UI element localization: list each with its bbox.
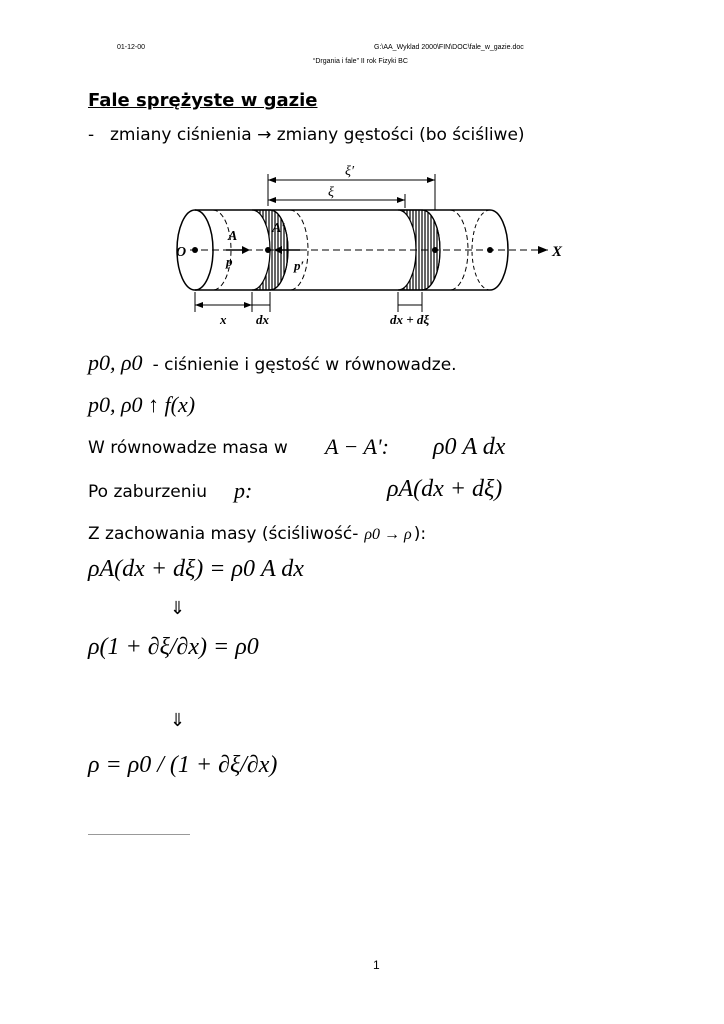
math-mass-equilibrium: ρ0 A dx [433, 434, 506, 460]
math-p: p: [234, 478, 253, 503]
label-xi: ξ [328, 185, 334, 200]
equation-mass-conservation: ρA(dx + dξ) = ρ0 A dx [88, 556, 304, 582]
equation-density-relation [88, 632, 259, 661]
label-X: X [552, 244, 563, 260]
label-p: p [226, 254, 233, 269]
separator-line [88, 834, 190, 835]
label-x: x [220, 312, 227, 327]
math-function-of-x: p0, ρ0 ↑ f(x) [88, 392, 196, 417]
label-p-prime: p′ [294, 258, 305, 273]
line3-text: W równowadze masa w [88, 438, 288, 458]
bullet-dash: - [88, 125, 95, 145]
label-dx-dxi: dx + dξ [390, 312, 430, 327]
page-number: 1 [373, 958, 380, 972]
page-title: Fale sprężyste w gazie [88, 90, 318, 111]
equation-density-relation-text: ρ(1 + ∂ξ/∂x) = ρ0 [88, 634, 259, 660]
math-A-A-prime: A − A': [325, 434, 389, 459]
implies-arrow-2: ⇓ [170, 710, 186, 731]
label-A-prime: A′ [272, 221, 286, 236]
line-mass-conservation [88, 524, 426, 544]
header-subtitle: “Drgania i fale” II rok Fizyki BC [313, 58, 408, 65]
equation-density-result-text: ρ = ρ0 / (1 + ∂ξ/∂x) [88, 752, 278, 778]
label-xi-prime: ξ′ [345, 164, 355, 179]
line4-text: Po zaburzeniu [88, 482, 207, 502]
equation-density-result [88, 752, 277, 779]
label-A: A [228, 229, 238, 244]
label-O: O [176, 245, 187, 260]
header-path: G:\AA_Wyklad 2000\FIN\DOC\fale_w_gazie.doc [374, 44, 524, 51]
label-dx: dx [256, 312, 269, 327]
line1-text: - ciśnienie i gęstość w równowadze. [152, 355, 457, 375]
gas-cylinder-figure [160, 160, 580, 330]
line5-text-after: ): [413, 524, 427, 544]
bullet-text: zmiany ciśnienia → zmiany gęstości (bo ściśliwe) [110, 125, 525, 145]
math-mass-perturbed: ρA(dx + dξ) [387, 476, 503, 502]
header-date: 01-12-00 [117, 44, 146, 51]
math-rho0-to-rho: ρ0 → ρ [364, 526, 412, 543]
implies-arrow-1: ⇓ [170, 598, 186, 619]
line-equilibrium [88, 350, 457, 376]
line5-text-before: Z zachowania masy (ściśliwość- [88, 524, 359, 544]
math-p0-rho0: p0, ρ0 [88, 350, 143, 375]
